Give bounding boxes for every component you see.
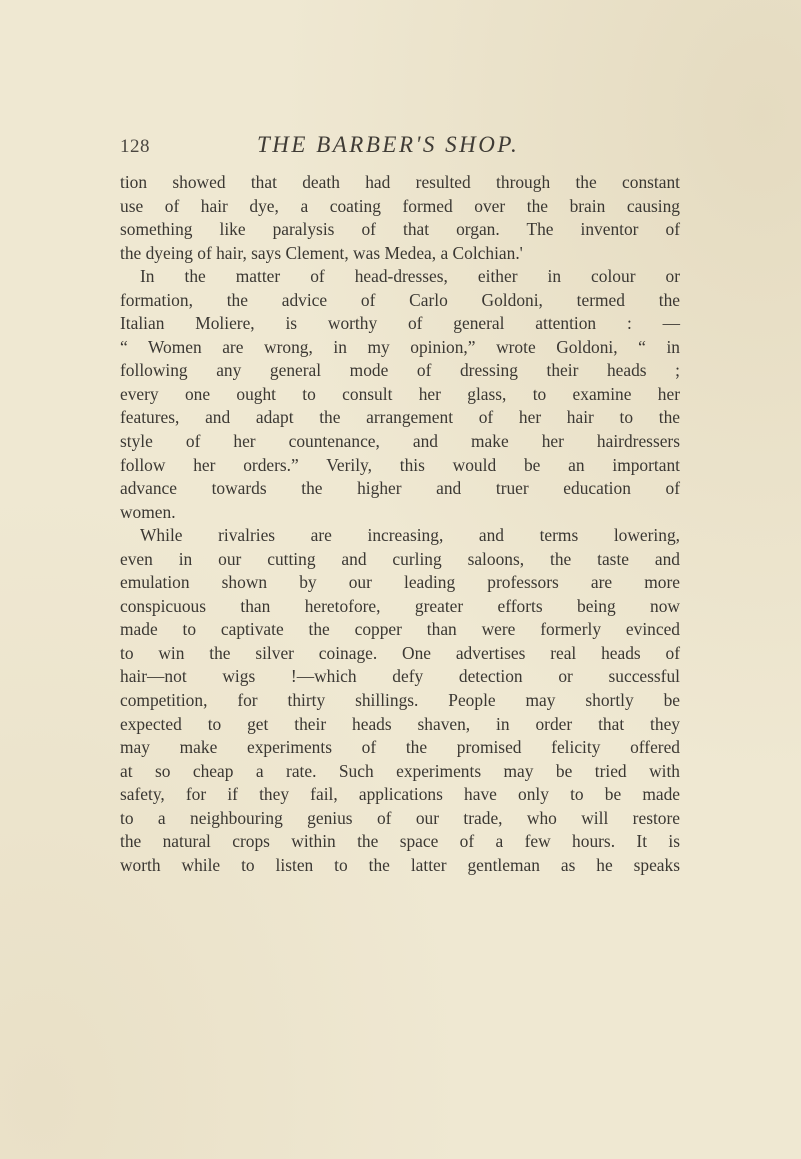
text-line: follow her orders.” Verily, this would be an important xyxy=(120,454,680,475)
text-line: style of her countenance, and make her hairdressers xyxy=(120,431,680,452)
text-line: made to captivate the copper than were formerly evinced xyxy=(120,619,680,640)
text-line: at so cheap a rate. Such experiments may be tried with xyxy=(120,760,680,781)
text-line: even in our cutting and curling saloons, the taste and xyxy=(120,548,680,569)
text-line: the natural crops within the space of a few hours. It is xyxy=(120,831,680,852)
text-line: features, and adapt the arrangement of her hair to the xyxy=(120,407,680,428)
page-number: 128 xyxy=(120,136,150,157)
text-line: women. xyxy=(120,501,176,522)
paragraph-start-line: While rivalries are increasing, and terms lowering, xyxy=(140,525,680,546)
text-line: safety, for if they fail, applications have only to be made xyxy=(120,784,680,805)
text-line: may make experiments of the promised felicity offered xyxy=(120,737,680,758)
paragraph-start-line: In the matter of head-dresses, either in colour or xyxy=(140,266,680,287)
text-line: expected to get their heads shaven, in order that they xyxy=(120,713,680,734)
text-line: conspicuous than heretofore, greater efforts being now xyxy=(120,595,680,616)
text-line: worth while to listen to the latter gentleman as he speaks xyxy=(120,854,680,875)
text-line: emulation shown by our leading professors are more xyxy=(120,572,680,593)
text-line: tion showed that death had resulted through the constant xyxy=(120,172,680,192)
text-line: formation, the advice of Carlo Goldoni, termed the xyxy=(120,289,680,310)
text-line: following any general mode of dressing their heads ; xyxy=(120,360,680,381)
running-title: THE BARBER'S SHOP. xyxy=(257,132,520,157)
text-line: Italian Moliere, is worthy of general attention : — xyxy=(120,313,680,334)
text-line: to win the silver coinage. One advertises real heads of xyxy=(120,642,680,663)
text-line: competition, for thirty shillings. People may shortly be xyxy=(120,690,680,711)
text-line: hair—not wigs !—which defy detection or successful xyxy=(120,666,680,687)
text-line: the dyeing of hair, says Clement, was Medea, a Colchian.' xyxy=(120,242,523,263)
body-text xyxy=(120,171,680,877)
text-line: “ Women are wrong, in my opinion,” wrote Goldoni, “ in xyxy=(120,336,680,357)
running-header xyxy=(120,132,720,162)
text-line: advance towards the higher and truer education of xyxy=(120,478,680,499)
text-line: every one ought to consult her glass, to examine her xyxy=(120,383,680,404)
text-line: to a neighbouring genius of our trade, who will restore xyxy=(120,807,680,828)
text-line: use of hair dye, a coating formed over the brain causing xyxy=(120,195,680,216)
text-line: something like paralysis of that organ. The inventor of xyxy=(120,219,680,240)
